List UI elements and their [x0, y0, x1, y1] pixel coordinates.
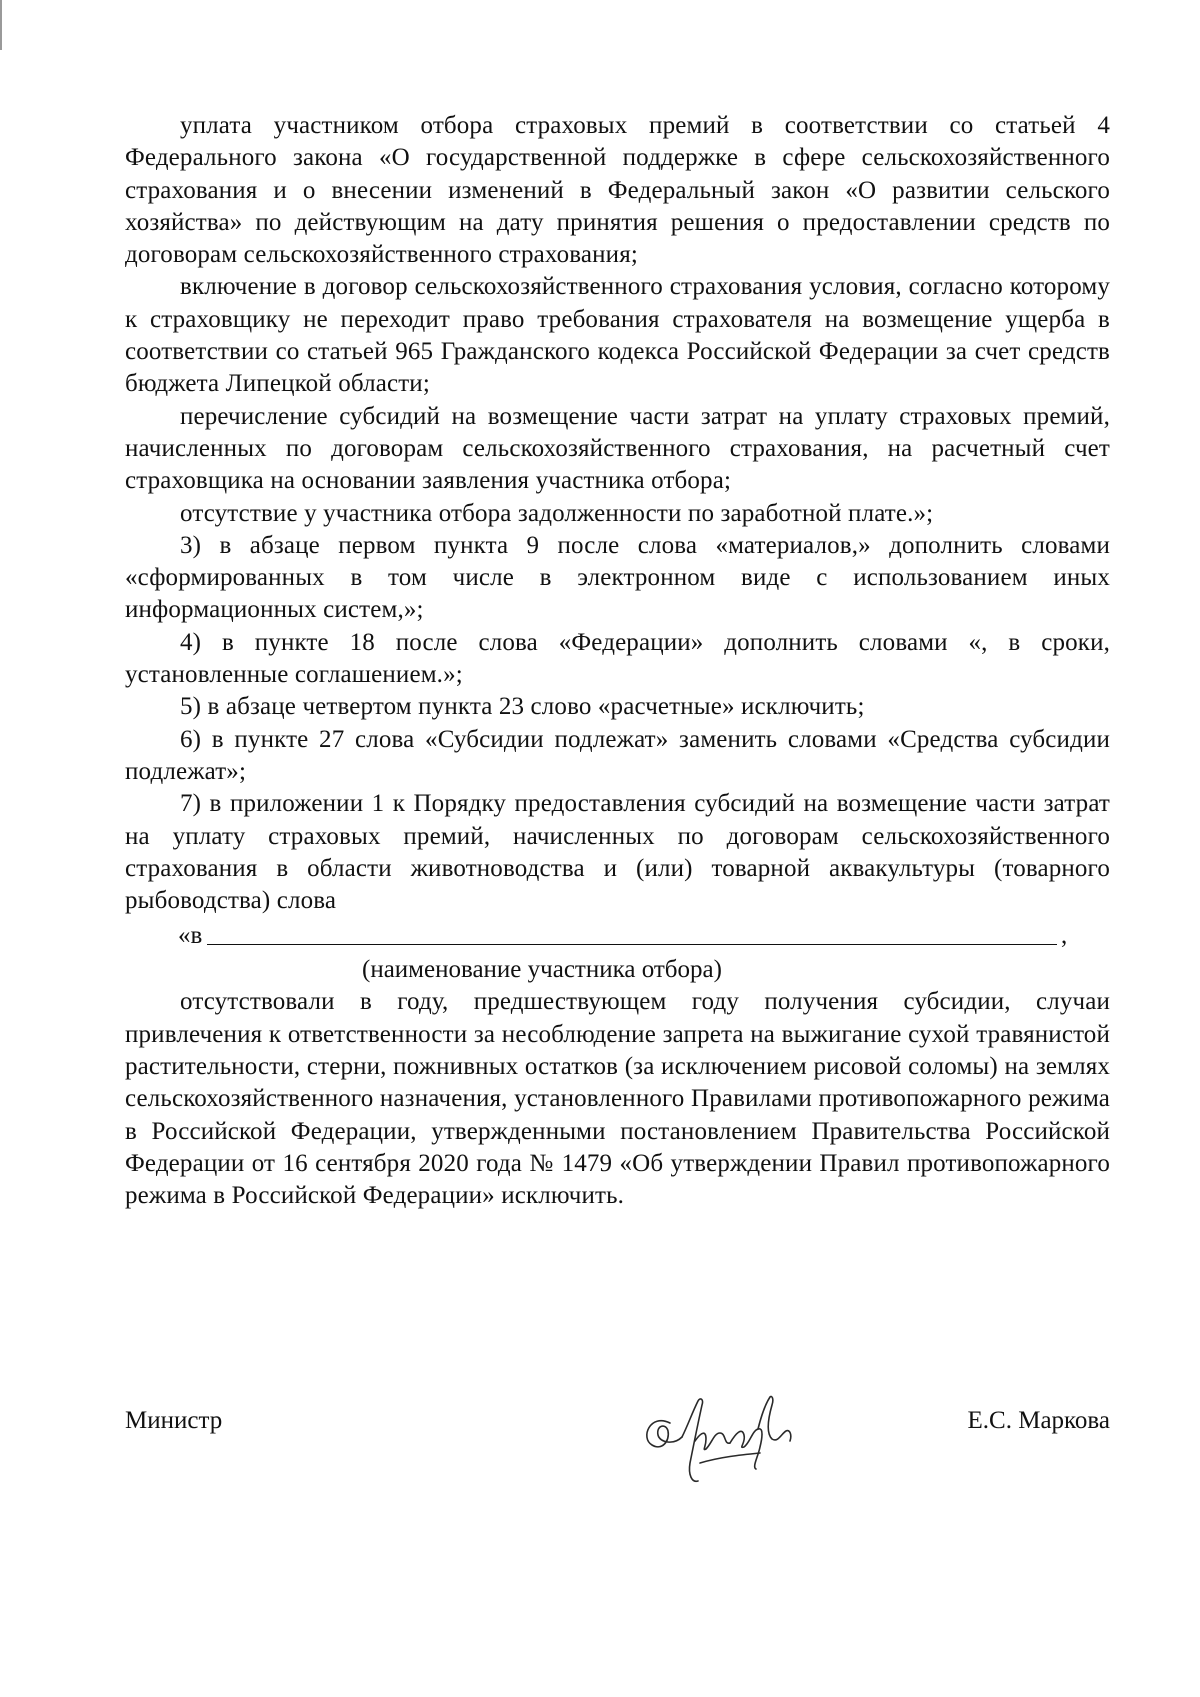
document-body [125, 110, 1110, 1213]
paragraph-item-7: 7) в приложении 1 к Порядку предоставления субсидий на возмещение части затрат на уплату страховых премий, начисленных по договорам сельскохозяйственного страхования в области животноводства и (или) товарной аквакультуры (товарного рыбоводства) слова [125, 790, 1110, 915]
paragraph-item-4: 4) в пункте 18 после слова «Федерации» дополнить словами «, в сроки, установленные соглашением.»; [125, 628, 1110, 689]
paragraph-item-3: 3) в абзаце первом пункта 9 после слова «материалов,» дополнить словами «сформированных в том числе в электронном виде с использованием иных информационных систем,»; [125, 531, 1110, 624]
paragraph-item-5: 5) в абзаце четвертом пункта 23 слово «расчетные» исключить; [180, 693, 865, 721]
signatory-title: Министр [125, 1407, 223, 1434]
signatory-name: Е.С. Маркова [967, 1407, 1110, 1434]
blank-prefix: «в [178, 922, 203, 950]
blank-underline [207, 944, 1057, 945]
blank-suffix: , [1061, 922, 1068, 950]
blank-fill-line [125, 920, 1110, 952]
paragraph-no-debt: отсутствие у участника отбора задолженности по заработной плате.»; [180, 499, 934, 527]
paragraph-item-6: 6) в пункте 27 слова «Субсидии подлежат» заменить словами «Средства субсидии подлежат»; [125, 725, 1110, 785]
paragraph-contract-condition: включение в договор сельскохозяйственного страхования условия, согласно которому к страховщику не переходит право требования страхователя на возмещение ущерба в соответствии со статьей 965 Гражданского кодекса Российской Федерации за счет средств бюджета Липецкой области; [125, 273, 1110, 398]
blank-caption: (наименование участника отбора) [362, 956, 722, 984]
signature-block [125, 1405, 1110, 1515]
paragraph-transfer: перечисление субсидий на возмещение части затрат на уплату страховых премий, начисленных по договорам сельскохозяйственного страхования, на расчетный счет страховщика на основании заявления участника отбора; [125, 402, 1110, 495]
paragraph-insurance-premium: уплата участником отбора страховых премий в соответствии со статьей 4 Федерального закона «О государственной поддержке в сфере сельскохозяйственного страхования и о внесении изменений в Федеральный закон «О развитии сельского хозяйства» по действующим на дату принятия решения о предоставлении средств по договорам сельскохозяйственного страхования; [125, 112, 1110, 269]
scan-edge-line [0, 0, 2, 50]
paragraph-closing: отсутствовали в году, предшествующем году получения субсидии, случаи привлечения к ответственности за несоблюдение запрета на выжигание сухой травянистой растительности, стерни, пожнивных остатков (за исключением рисовой соломы) на землях сельскохозяйственного назначения, установленного Правилами противопожарного режима в Российской Федерации, утвержденными постановлением Правительства Российской Федерации от 16 сентября 2020 года № 1479 «Об утверждении Правил противопожарного режима в Российской Федерации» исключить. [125, 988, 1110, 1210]
handwritten-signature [640, 1383, 810, 1493]
